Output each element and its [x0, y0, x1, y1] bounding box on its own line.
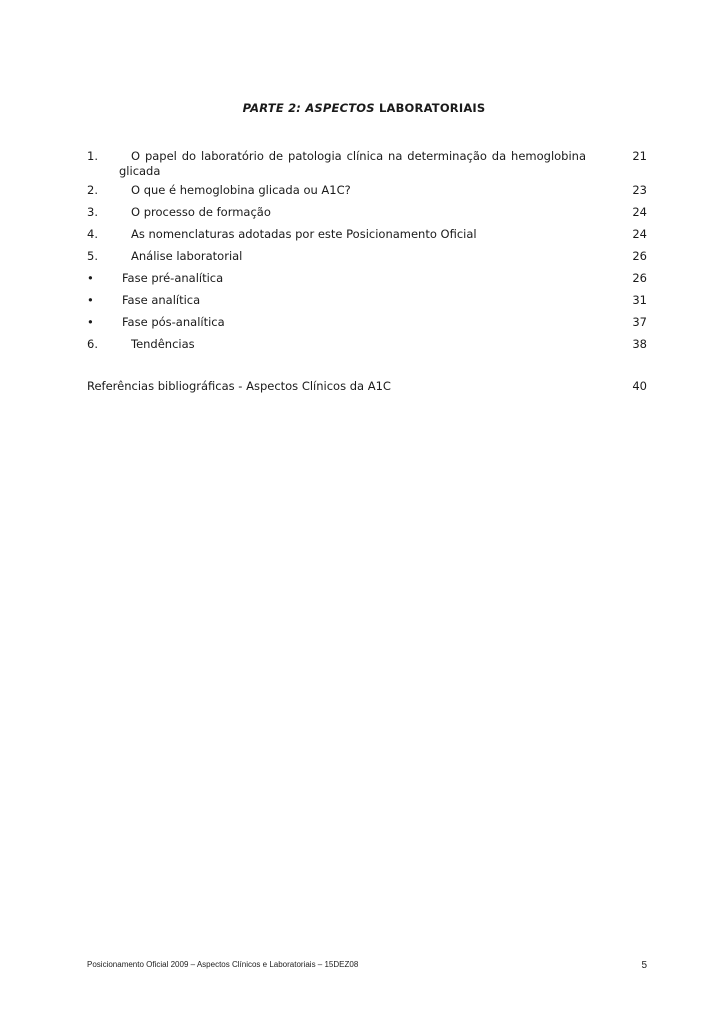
toc-number: 5.	[87, 249, 98, 263]
title-part-bold: LABORATORIAIS	[374, 101, 486, 115]
toc-title: O que é hemoglobina glicada ou A1C?	[131, 183, 351, 197]
toc-page-number: 37	[632, 315, 647, 329]
toc-title: Fase pós-analítica	[122, 315, 225, 329]
page-title	[0, 101, 728, 115]
toc-title: Fase pré-analítica	[122, 271, 224, 285]
toc-page-number: 38	[632, 337, 647, 351]
toc-page-number: 24	[632, 227, 647, 241]
references-title: Referências bibliográficas - Aspectos Clínicos da A1C	[87, 379, 391, 393]
toc-title-line1: O papel do laboratório de patologia clínica na determinação da hemoglobina	[131, 149, 586, 163]
toc-title	[119, 149, 586, 179]
toc-title: Análise laboratorial	[131, 249, 243, 263]
toc-number: 3.	[87, 205, 98, 219]
toc-entry[interactable]	[87, 149, 647, 179]
page-footer	[87, 960, 647, 969]
toc-title: Tendências	[131, 337, 195, 351]
bullet-marker: •	[87, 293, 94, 307]
bullet-marker: •	[87, 315, 94, 329]
toc-page-number: 26	[632, 249, 647, 263]
toc-page-number: 24	[632, 205, 647, 219]
toc-page-number: 26	[632, 271, 647, 285]
toc-title: As nomenclaturas adotadas por este Posicionamento Oficial	[131, 227, 477, 241]
toc-number: 6.	[87, 337, 98, 351]
bullet-marker: •	[87, 271, 94, 285]
references-page-number: 40	[632, 379, 647, 393]
toc-number: 1.	[87, 149, 98, 163]
toc-title-line2: glicada	[119, 164, 161, 178]
footer-page-number: 5	[641, 960, 647, 971]
toc-number: 2.	[87, 183, 98, 197]
toc-page-number: 23	[632, 183, 647, 197]
footer-text: Posicionamento Oficial 2009 – Aspectos Clínicos e Laboratoriais – 15DEZ08	[87, 960, 359, 969]
toc-title: O processo de formação	[131, 205, 271, 219]
toc-page-number: 31	[632, 293, 647, 307]
title-part-italic: PARTE 2: ASPECTOS	[242, 101, 375, 115]
toc-page-number: 21	[632, 149, 647, 163]
toc-number: 4.	[87, 227, 98, 241]
toc-title: Fase analítica	[122, 293, 201, 307]
